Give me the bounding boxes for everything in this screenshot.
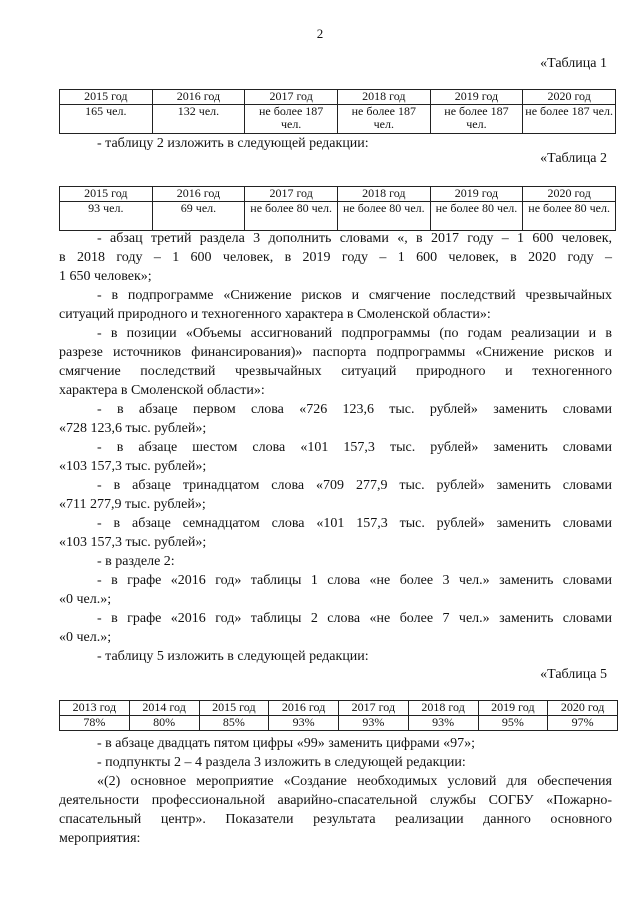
table5-value-cell: 80%	[129, 716, 199, 731]
table1-caption: «Таблица 1	[540, 56, 607, 71]
tail-line: «(2) основное мероприятие «Создание необходимых условий для обеспечения	[97, 774, 612, 789]
body-line: - в разделе 2:	[97, 554, 175, 569]
table2-header-cell: 2017 год	[245, 187, 338, 202]
table5-header-cell: 2017 год	[339, 701, 409, 716]
table5-header-cell: 2020 год	[548, 701, 618, 716]
table5-header-cell: 2016 год	[269, 701, 339, 716]
table2-value-cell: не более 80 чел.	[523, 202, 616, 231]
table1-value-cell: не более 187 чел.	[430, 105, 523, 134]
body-line: «728 123,6 тыс. рублей»;	[59, 421, 207, 436]
table5	[59, 700, 618, 731]
table5-header-row	[60, 701, 618, 716]
table1-header-row	[60, 90, 616, 105]
body-line: - в абзаце семнадцатом слова «101 157,3 тыс. рублей» заменить словами	[97, 516, 612, 531]
table2	[59, 186, 616, 231]
body-line: - в графе «2016 год» таблицы 2 слова «не более 7 чел.» заменить словами	[97, 611, 612, 626]
table1-value-cell: 132 чел.	[152, 105, 245, 134]
table1	[59, 89, 616, 134]
table1-value-cell: не более 187 чел.	[337, 105, 430, 134]
body-line: «103 157,3 тыс. рублей»;	[59, 459, 207, 474]
table5-header-cell: 2018 год	[408, 701, 478, 716]
table2-value-cell: не более 80 чел.	[430, 202, 523, 231]
body-line: «103 157,3 тыс. рублей»;	[59, 535, 207, 550]
body-line: разрезе источников финансирования)» паспорта подпрограммы «Снижение рисков и	[59, 345, 612, 360]
table5-header-cell: 2015 год	[199, 701, 269, 716]
table1-header-cell: 2016 год	[152, 90, 245, 105]
table1-value-cell: 165 чел.	[60, 105, 153, 134]
body-line: характера в Смоленской области»:	[59, 383, 265, 398]
body-line: смягчение последствий чрезвычайных ситуаций природного и техногенного	[59, 364, 612, 379]
tail-line: - подпункты 2 – 4 раздела 3 изложить в следующей редакции:	[97, 755, 466, 770]
table5-value-cell: 93%	[339, 716, 409, 731]
body-line: ситуаций природного и техногенного характера в Смоленской области»:	[59, 307, 491, 322]
table5-value-cell: 97%	[548, 716, 618, 731]
body-line: - абзац третий раздела 3 дополнить словами «, в 2017 году – 1 600 человек,	[97, 231, 612, 246]
body-line: 1 650 человек»;	[59, 269, 152, 284]
table5-value-cell: 93%	[269, 716, 339, 731]
table5-value-row	[60, 716, 618, 731]
table1-header-cell: 2020 год	[523, 90, 616, 105]
page-number: 2	[316, 26, 324, 41]
tail-line: мероприятия:	[59, 831, 141, 846]
table2-value-cell: 69 чел.	[152, 202, 245, 231]
table1-value-cell: не более 187 чел.	[523, 105, 616, 134]
body-line: - таблицу 5 изложить в следующей редакции:	[97, 649, 369, 664]
tail-line: деятельности профессиональной аварийно-спасательной службы СОГБУ «Пожарно-	[59, 793, 612, 808]
table2-header-cell: 2020 год	[523, 187, 616, 202]
table1-value-row	[60, 105, 616, 134]
table2-header-row	[60, 187, 616, 202]
body-line: - в позиции «Объемы ассигнований подпрограммы (по годам реализации и в	[97, 326, 612, 341]
table2-header-cell: 2019 год	[430, 187, 523, 202]
table5-header-cell: 2013 год	[60, 701, 130, 716]
table1-value-cell: не более 187 чел.	[245, 105, 338, 134]
table2-header-cell: 2015 год	[60, 187, 153, 202]
body-line: «0 чел.»;	[59, 630, 112, 645]
body-line: - в абзаце шестом слова «101 157,3 тыс. рублей» заменить словами	[97, 440, 612, 455]
table1-header-cell: 2018 год	[337, 90, 430, 105]
table2-value-row	[60, 202, 616, 231]
body-line: - в подпрограмме «Снижение рисков и смягчение последствий чрезвычайных	[97, 288, 612, 303]
body-line: «711 277,9 тыс. рублей»;	[59, 497, 206, 512]
body-line: - в абзаце первом слова «726 123,6 тыс. рублей» заменить словами	[97, 402, 612, 417]
table5-header-cell: 2019 год	[478, 701, 548, 716]
body-line: - в абзаце тринадцатом слова «709 277,9 тыс. рублей» заменить словами	[97, 478, 612, 493]
table5-header-cell: 2014 год	[129, 701, 199, 716]
table2-value-cell: не более 80 чел.	[245, 202, 338, 231]
table5-value-cell: 93%	[408, 716, 478, 731]
tail-line: - в абзаце двадцать пятом цифры «99» заменить цифрами «97»;	[97, 736, 476, 751]
body-line: в 2018 году – 1 600 человек, в 2019 году – 1 600 человек, в 2020 году –	[59, 250, 612, 265]
body-line: «0 чел.»;	[59, 592, 112, 607]
table1-header-cell: 2019 год	[430, 90, 523, 105]
table5-value-cell: 95%	[478, 716, 548, 731]
instruction-table2: - таблицу 2 изложить в следующей редакции:	[97, 136, 369, 151]
table5-caption: «Таблица 5	[540, 667, 607, 682]
tail-line: спасательный центр». Показатели результата реализации данного основного	[59, 812, 612, 827]
table2-value-cell: 93 чел.	[60, 202, 153, 231]
table2-caption: «Таблица 2	[540, 151, 607, 166]
table2-header-cell: 2016 год	[152, 187, 245, 202]
table1-header-cell: 2017 год	[245, 90, 338, 105]
body-line: - в графе «2016 год» таблицы 1 слова «не более 3 чел.» заменить словами	[97, 573, 612, 588]
table2-header-cell: 2018 год	[337, 187, 430, 202]
table1-header-cell: 2015 год	[60, 90, 153, 105]
table5-value-cell: 85%	[199, 716, 269, 731]
table5-value-cell: 78%	[60, 716, 130, 731]
table2-value-cell: не более 80 чел.	[337, 202, 430, 231]
